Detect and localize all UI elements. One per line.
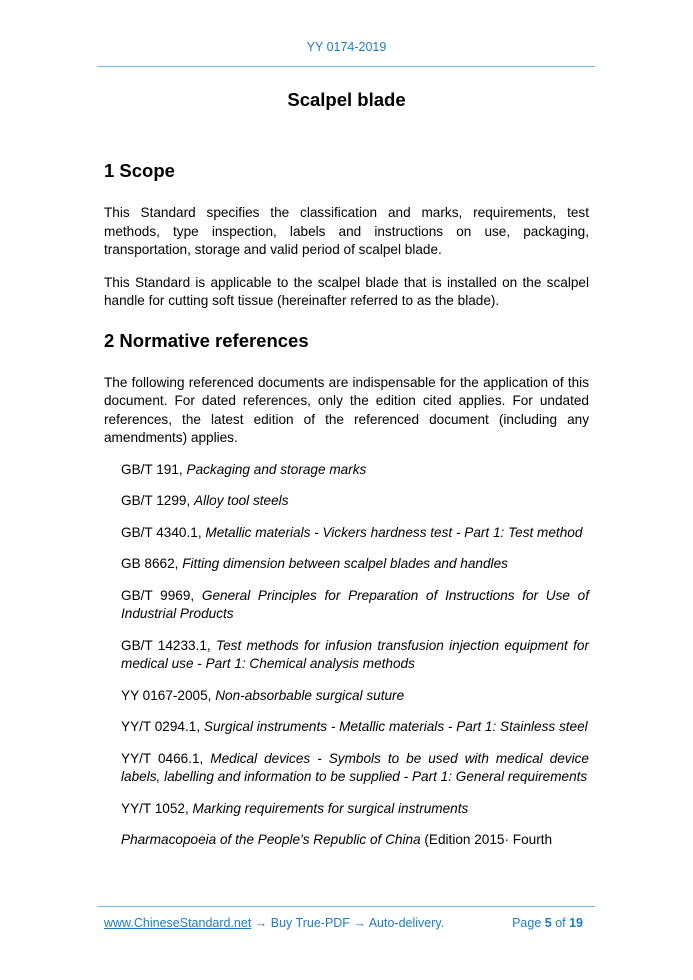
page-indicator: Page 5 of 19: [512, 916, 583, 930]
footer-divider: [98, 906, 595, 907]
reference-item: YY/T 0294.1, Surgical instruments - Metallic materials - Part 1: Stainless steel: [121, 719, 588, 734]
current-page-number: 5: [544, 916, 552, 930]
reference-item: GB/T 1299, Alloy tool steels: [121, 493, 289, 508]
page-header-code: YY 0174-2019: [306, 40, 387, 54]
document-title: Scalpel blade: [287, 89, 406, 110]
document-body: [104, 160, 589, 850]
reference-item: YY/T 0466.1, Medical devices - Symbols to be used with medical device labels, labelling and information to be supplied - Part 1: General requirements: [121, 750, 589, 784]
reference-item-pharmacopoeia: Pharmacopoeia of the People's Republic of China (Edition 2015· Fourth: [121, 832, 553, 847]
reference-item: GB/T 14233.1, Test methods for infusion transfusion injection equipment for medical use - Part 1: Chemical analysis methods: [121, 637, 589, 671]
total-page-count: 19: [569, 916, 583, 930]
footer-promo-text: → Buy True-PDF → Auto-delivery.: [251, 916, 445, 930]
scope-paragraph-2: This Standard is applicable to the scalpel blade that is installed on the scalpel handle for cutting soft tissue (hereinafter referred to as the blade).: [104, 274, 589, 308]
scope-paragraph-1: This Standard specifies the classification and marks, requirements, test methods, type inspection, labels and instructions on use, packaging, transportation, storage and valid period of scalpel blade.: [104, 205, 589, 257]
normative-intro-paragraph: The following referenced documents are indispensable for the application of this document. For dated references, only the edition cited applies. For undated references, the latest edition of the referenced document (including any amendments) applies.: [104, 374, 589, 445]
reference-item: YY/T 1052, Marking requirements for surgical instruments: [121, 800, 469, 816]
reference-item: YY 0167-2005, Non-absorbable surgical suture: [121, 687, 405, 703]
reference-item: GB 8662, Fitting dimension between scalpel blades and handles: [121, 556, 508, 571]
header-divider: [98, 66, 595, 67]
reference-item: GB/T 4340.1, Metallic materials - Vickers hardness test - Part 1: Test method: [121, 524, 583, 540]
section-heading-scope: 1 Scope: [104, 160, 175, 181]
section-heading-normative: 2 Normative references: [104, 329, 309, 351]
reference-item: GB/T 191, Packaging and storage marks: [121, 461, 367, 477]
reference-item: GB/T 9969, General Principles for Preparation of Instructions for Use of Industrial Products: [121, 587, 590, 621]
website-link[interactable]: www.ChineseStandard.net: [104, 916, 252, 930]
